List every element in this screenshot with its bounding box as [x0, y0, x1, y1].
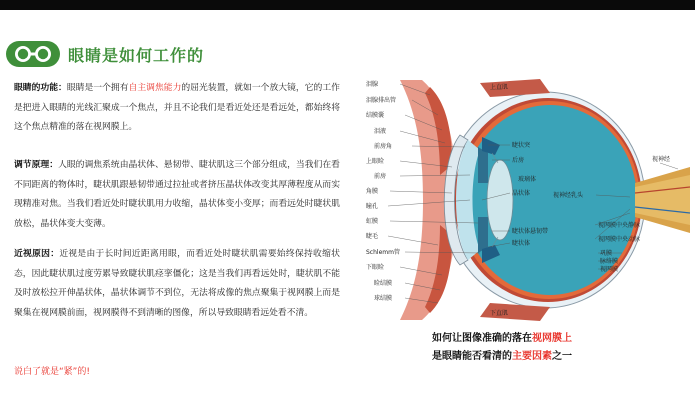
caption-line-2: 是眼睛能否看清的主要因素之一	[432, 351, 572, 362]
label-ciliary-process: 睫状突	[512, 142, 531, 149]
label-lacrimal-gland: 泪腺	[366, 81, 379, 88]
label-cornea: 角膜	[366, 188, 379, 195]
iris-upper	[478, 147, 488, 183]
label-lacrimal-duct: 泪腺排出管	[366, 97, 397, 104]
label-bulbar-conjunctiva: 球结膜	[374, 295, 393, 302]
label-optic-disc: 视神经乳头	[553, 192, 584, 199]
figure-caption	[432, 330, 572, 366]
caption-highlight-factor: 主要因素	[512, 351, 552, 362]
myopia-text: 近视是由于长时间近距离用眼，而看近处时睫状肌需要始终保持收缩状态，因此睫状肌过度劳累导致睫状肌痉挛僵化；这是当我们再看远处时，睫状肌不能及时放松拉开伸晶状体，晶状体调节不到位，无法将成像的焦点聚集于视网膜上而是聚集在视网膜前面，视网膜得不到清晰的图像，所以导致眼睛看远处看不清。	[14, 249, 340, 318]
label-upper-eyelid: 上眼睑	[366, 158, 385, 165]
adjust-label: 调节原理	[14, 160, 50, 170]
label-lower-eyelid: 下眼睑	[366, 264, 385, 271]
myopia-section: 近视原因：近视是由于长时间近距离用眼，而看近处时睫状肌需要始终保持收缩状态，因此睫状肌过度劳累导致睫状肌痉挛僵化；这是当我们再看远处时，睫状肌不能及时放松拉开伸晶状体，晶状体调节不到位，无法将成像的焦点聚集于视网膜上而是聚集在视网膜前面，视网膜得不到清晰的图像，所以导致眼睛看远处看不清。	[14, 249, 340, 318]
label-zonule: 睫状体悬韧带	[512, 228, 549, 235]
label-schlemm: Schlemm管	[366, 249, 400, 256]
label-anterior-chamber: 前房	[374, 173, 387, 180]
top-bar	[0, 0, 695, 10]
label-chamber-angle: 前房角	[374, 143, 393, 150]
label-vitreous: 玻璃体	[518, 176, 537, 183]
label-eyelash: 睫毛	[366, 233, 379, 240]
function-text-1: 眼睛是一个拥有	[66, 83, 129, 93]
label-palpebral-conjunctiva: 睑结膜	[374, 280, 393, 287]
label-posterior-chamber: 后房	[512, 157, 525, 164]
label-optic-nerve: 视神经	[652, 156, 671, 163]
conclusion: 说白了就是“紧”的!	[14, 367, 90, 377]
iris-lower	[478, 217, 488, 253]
label-retina: 视网膜	[600, 266, 619, 273]
label-central-vein: 视网膜中央静脉	[598, 222, 641, 229]
adjust-section: 调节原理：人眼的调焦系统由晶状体、悬韧带、睫状肌这三个部分组成，当我们在看不同距离的物体时，睫状肌跟悬韧带通过拉扯或者挤压晶状体改变其厚薄程度从而实现精准对焦。当我们看近处时睫状肌用力收缩，晶状体变小变厚；而看远处时睫状肌放松，晶状体变大变薄。	[14, 160, 340, 229]
label-tears: 泪液	[374, 128, 387, 135]
caption-highlight-retina: 视网膜上	[532, 333, 572, 344]
page-title: 眼睛是如何工作的	[68, 45, 205, 65]
label-pupil: 瞳孔	[366, 203, 379, 210]
label-ciliary-body: 睫状体	[512, 240, 531, 247]
label-choroid: 脉络膜	[600, 258, 619, 265]
adjust-text: 人眼的调焦系统由晶状体、悬韧带、睫状肌这三个部分组成，当我们在看不同距离的物体时，睫状肌跟悬韧带通过拉扯或者挤压晶状体改变其厚薄程度从而实现精准对焦。当我们看近处时睫状肌用力收缩，晶状体变小变厚；而看远处时睫状肌放松，晶状体变大变薄。	[14, 160, 340, 229]
label-superior-rectus: 上直肌	[490, 84, 509, 91]
myopia-label: 近视原因	[14, 249, 51, 259]
lens	[487, 160, 513, 240]
function-highlight: 自主调焦能力	[128, 83, 182, 93]
caption-line-1: 如何让图像准确的落在视网膜上	[432, 333, 572, 344]
label-central-artery: 视网膜中央动脉	[598, 236, 641, 243]
label-inferior-rectus: 下直肌	[490, 310, 509, 317]
label-lens: 晶状体	[512, 190, 531, 197]
label-iris: 虹膜	[366, 218, 379, 225]
glasses-icon	[6, 41, 60, 67]
label-conjunctival-sac: 结膜囊	[366, 112, 385, 119]
eye-diagram	[360, 75, 690, 325]
section-header	[6, 40, 204, 68]
function-section: 眼睛的功能：眼睛是一个拥有自主调焦能力的屈光装置，就如一个放大镜，它的工作是把进入眼睛的光线汇聚成一个焦点，并且不论我们是看近处还是看远处，都始终将这个焦点精准的落在视网膜上。	[14, 83, 340, 132]
function-text-2: 的屈光装置，就如一个放大镜，它的工作是把进入眼睛的光线汇聚成一个焦点，并且不论我们是看近处还是看远处，都始终将这个焦点精准的落在视网膜上。	[14, 83, 340, 132]
function-label: 眼睛的功能	[14, 83, 59, 93]
label-sclera: 巩膜	[600, 250, 613, 257]
